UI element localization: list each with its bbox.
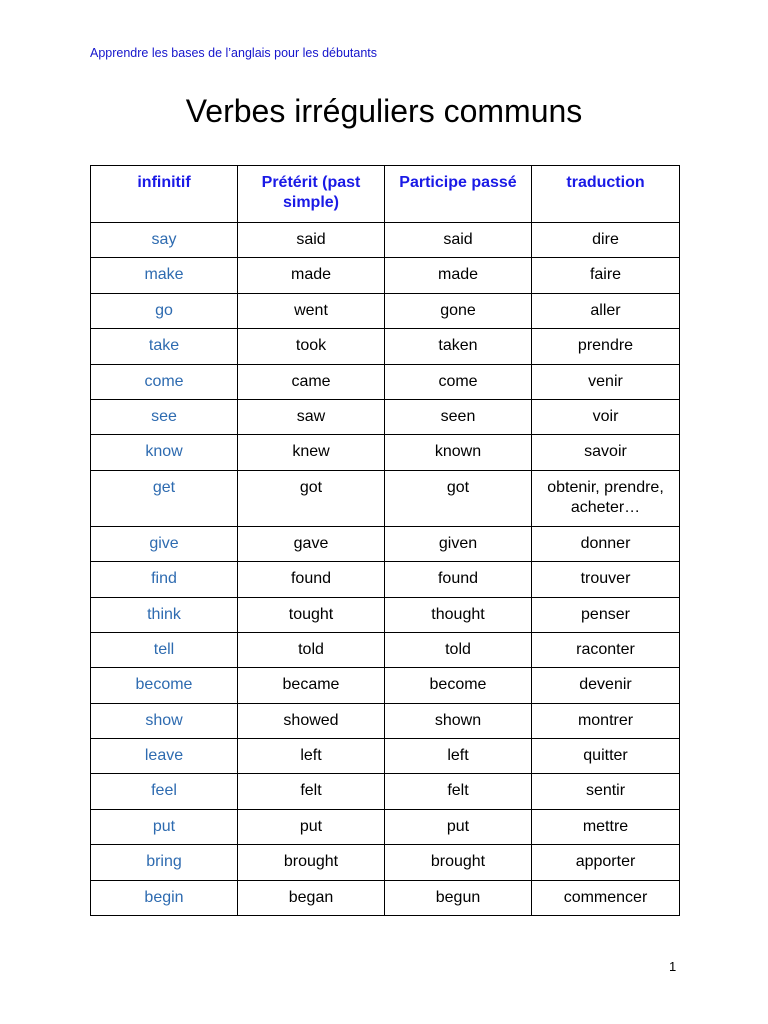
table-row (91, 364, 680, 399)
preterit-cell: gave (238, 526, 385, 561)
infinitive-cell: get (91, 470, 238, 526)
table-row (91, 809, 680, 844)
infinitive-cell: give (91, 526, 238, 561)
past-participle-cell: brought (385, 845, 532, 880)
preterit-cell: felt (238, 774, 385, 809)
page-title: Verbes irréguliers communs (185, 93, 583, 129)
past-participle-cell: told (385, 632, 532, 667)
translation-cell: sentir (532, 774, 680, 809)
translation-cell: aller (532, 293, 680, 328)
table-row (91, 597, 680, 632)
table-row (91, 703, 680, 738)
translation-cell: venir (532, 364, 680, 399)
infinitive-cell: begin (91, 880, 238, 915)
preterit-cell: found (238, 562, 385, 597)
table-row (91, 293, 680, 328)
translation-cell: raconter (532, 632, 680, 667)
translation-cell: devenir (532, 668, 680, 703)
translation-cell: savoir (532, 435, 680, 470)
past-participle-cell: seen (385, 399, 532, 434)
past-participle-cell: begun (385, 880, 532, 915)
table-row (91, 399, 680, 434)
infinitive-cell: know (91, 435, 238, 470)
past-participle-cell: found (385, 562, 532, 597)
past-participle-cell: taken (385, 329, 532, 364)
preterit-cell: tought (238, 597, 385, 632)
infinitive-cell: show (91, 703, 238, 738)
preterit-cell: began (238, 880, 385, 915)
translation-cell: faire (532, 258, 680, 293)
column-header-infinitive: infinitif (91, 166, 238, 223)
preterit-cell: made (238, 258, 385, 293)
translation-cell: dire (532, 223, 680, 258)
translation-cell: obtenir, prendre, acheter… (532, 470, 680, 526)
past-participle-cell: put (385, 809, 532, 844)
header-note: Apprendre les bases de l’anglais pour les débutants (90, 46, 377, 60)
preterit-cell: told (238, 632, 385, 667)
past-participle-cell: become (385, 668, 532, 703)
translation-cell: voir (532, 399, 680, 434)
table-row (91, 562, 680, 597)
past-participle-cell: made (385, 258, 532, 293)
past-participle-cell: got (385, 470, 532, 526)
preterit-cell: showed (238, 703, 385, 738)
table-row (91, 435, 680, 470)
preterit-cell: got (238, 470, 385, 526)
translation-cell: trouver (532, 562, 680, 597)
past-participle-cell: given (385, 526, 532, 561)
infinitive-cell: feel (91, 774, 238, 809)
infinitive-cell: make (91, 258, 238, 293)
preterit-cell: brought (238, 845, 385, 880)
infinitive-cell: put (91, 809, 238, 844)
infinitive-cell: go (91, 293, 238, 328)
table-row (91, 258, 680, 293)
table-row (91, 470, 680, 526)
preterit-cell: put (238, 809, 385, 844)
table-row (91, 774, 680, 809)
table-row (91, 880, 680, 915)
infinitive-cell: take (91, 329, 238, 364)
preterit-cell: became (238, 668, 385, 703)
table-header-row (91, 166, 680, 223)
infinitive-cell: come (91, 364, 238, 399)
past-participle-cell: known (385, 435, 532, 470)
translation-cell: apporter (532, 845, 680, 880)
preterit-cell: said (238, 223, 385, 258)
infinitive-cell: tell (91, 632, 238, 667)
infinitive-cell: bring (91, 845, 238, 880)
table-row (91, 668, 680, 703)
translation-cell: commencer (532, 880, 680, 915)
table-row (91, 632, 680, 667)
past-participle-cell: shown (385, 703, 532, 738)
preterit-cell: saw (238, 399, 385, 434)
past-participle-cell: said (385, 223, 532, 258)
translation-cell: quitter (532, 739, 680, 774)
translation-cell: montrer (532, 703, 680, 738)
past-participle-cell: gone (385, 293, 532, 328)
irregular-verbs-table (90, 165, 680, 916)
table-row (91, 845, 680, 880)
past-participle-cell: felt (385, 774, 532, 809)
translation-cell: mettre (532, 809, 680, 844)
column-header-translation: traduction (532, 166, 680, 223)
preterit-cell: knew (238, 435, 385, 470)
past-participle-cell: come (385, 364, 532, 399)
past-participle-cell: left (385, 739, 532, 774)
preterit-cell: came (238, 364, 385, 399)
infinitive-cell: see (91, 399, 238, 434)
preterit-cell: left (238, 739, 385, 774)
table-row (91, 329, 680, 364)
preterit-cell: took (238, 329, 385, 364)
past-participle-cell: thought (385, 597, 532, 632)
infinitive-cell: think (91, 597, 238, 632)
page-number: 1 (669, 959, 677, 974)
table-row (91, 223, 680, 258)
infinitive-cell: say (91, 223, 238, 258)
infinitive-cell: find (91, 562, 238, 597)
infinitive-cell: leave (91, 739, 238, 774)
translation-cell: penser (532, 597, 680, 632)
column-header-past-participle: Participe passé (385, 166, 532, 223)
table-row (91, 526, 680, 561)
column-header-preterit: Prétérit (past simple) (238, 166, 385, 223)
preterit-cell: went (238, 293, 385, 328)
translation-cell: donner (532, 526, 680, 561)
translation-cell: prendre (532, 329, 680, 364)
table-row (91, 739, 680, 774)
infinitive-cell: become (91, 668, 238, 703)
